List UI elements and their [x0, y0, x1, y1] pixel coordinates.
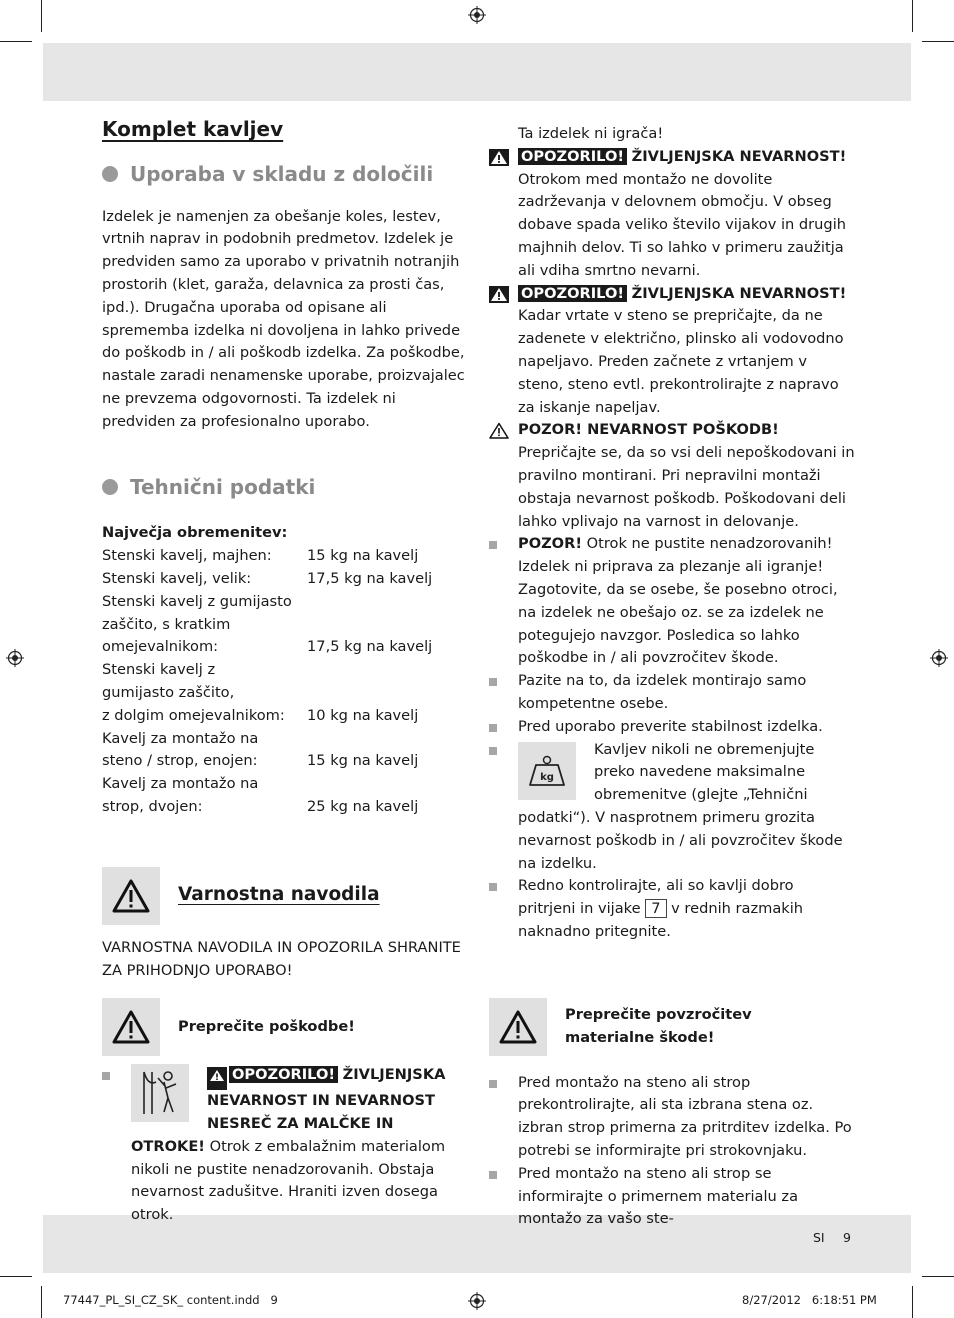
spec-label: Stenski kavelj z [102, 661, 216, 679]
tech-heading [102, 476, 468, 499]
warning-triangle-small-icon [207, 1067, 227, 1090]
language-code: SI [813, 1230, 825, 1245]
bullet-5-text-b: v rednih razmakih naknadno pritegnite. [518, 900, 804, 940]
header-band [43, 43, 911, 101]
crop-mark [922, 1276, 954, 1277]
warning-1-bold: ŽIVLJENJSKA NEVARNOST! [631, 147, 847, 165]
crop-mark [912, 1286, 913, 1318]
warning-icon-box [102, 998, 160, 1056]
print-datetime: 8/27/2012 6:18:51 PM [742, 1293, 877, 1307]
spec-label: steno / strop, enojen: [102, 752, 258, 770]
spec-label: strop, dvojen: [102, 797, 203, 815]
bullet-item [489, 875, 855, 943]
warning-2-bold: ŽIVLJENJSKA NEVARNOST! [631, 284, 847, 302]
warning-1-text: Otrokom med montažo ne dovolite zadrževanja v delovnem območju. V obseg dobave spada veliko število vijakov in drugih majhnih delov. Ti so lahko v primeru zaužitja ali vdiha smrtno nevarni. [518, 170, 846, 279]
registration-mark-icon [468, 6, 486, 24]
part-number-box: 7 [645, 899, 666, 918]
not-toy-text: Ta izdelek ni igrača! [518, 125, 664, 142]
crop-mark [41, 0, 42, 32]
bullet-item [489, 1072, 855, 1163]
caution-bold: POZOR! NEVARNOST POŠKODB! [518, 421, 779, 439]
caution-triangle-icon [489, 422, 509, 439]
prevent-injury-header [102, 998, 468, 1056]
bullet-dot-icon [102, 166, 118, 182]
bullet-1-text: Otrok ne pustite nenadzorovanih! Izdelek ni priprava za plezanje ali igranje! Zagotovite, da se osebe, še posebno otroci, na izdelek ne obešajo oz. se za izdelek ne potegujejo navzgor. Posledica so lahko poškodbe in / ali povzročitev škode. [518, 535, 838, 667]
spec-label: Stenski kavelj, majhen: [102, 547, 272, 565]
spec-label: z dolgim omejevalnikom: [102, 706, 285, 724]
bullet-item [489, 716, 855, 739]
spec-label: Kavelj za montažo na [102, 775, 259, 793]
bullet-item [489, 1163, 855, 1231]
spec-label: Stenski kavelj, velik: [102, 569, 252, 587]
max-load-label: Največja obremenitev: [102, 524, 288, 542]
warning-badge: OPOZORILO! [518, 285, 627, 302]
bullet-6-text: Pred montažo na steno ali strop prekontrolirajte, ali sta izbrana stena oz. izbran strop primerna za pritrditev izdelka. Po potrebi se informirajte pri strokovnjaku. [518, 1073, 852, 1160]
registration-mark-icon [468, 1292, 486, 1310]
spec-label: zaščito, s kratkim [102, 615, 231, 633]
bullet-square-icon [489, 1171, 497, 1179]
spec-label: omejevalnikom: [102, 638, 219, 656]
crop-mark [0, 41, 32, 42]
bullet-7-text: Pred montažo na steno ali strop se informirajte o primernem materialu za montažo za vašo ste- [518, 1164, 799, 1228]
prevent-injury-title: Preprečite poškodbe! [178, 1017, 355, 1035]
spec-value [307, 591, 468, 614]
bullet-2-text: Pazite na to, da izdelek montirajo samo kompetentne osebe. [518, 672, 807, 712]
warning-triangle-icon [498, 1009, 538, 1045]
bullet-square-icon [489, 1080, 497, 1088]
bullet-1-bold: POZOR! [518, 535, 582, 553]
child-hazard-icon [138, 1068, 182, 1118]
warning-badge: OPOZORILO! [518, 148, 627, 165]
bullet-item [489, 739, 855, 876]
warning-item-2 [489, 283, 855, 420]
caution-text: Prepričajte se, da so vsi deli nepoškodovani in pravilno montirani. Pri nepravilni montaži obstaja nevarnost poškodb. Poškodovani deli lahko vplivajo na varnost in delovanje. [518, 444, 855, 530]
damage-section-header [489, 998, 855, 1056]
spec-value: 25 kg na kavelj [307, 797, 419, 815]
weight-kg-icon [527, 754, 567, 788]
right-column [489, 123, 855, 1231]
safety-section-header [102, 867, 468, 925]
child-warning-item [102, 1064, 468, 1227]
bullet-square-icon [489, 678, 497, 686]
spec-label: Stenski kavelj z gumijasto [102, 592, 292, 610]
warning-triangle-icon [111, 878, 151, 914]
spec-value [307, 773, 468, 796]
spec-value: 15 kg na kavelj [307, 547, 419, 565]
spec-value [307, 659, 468, 682]
bullet-dot-icon [102, 479, 118, 495]
use-text: Izdelek je namenjen za obešanje koles, lestev, vrtnih naprav in podobnih predmetov. Izdelek je predviden samo za uporabo v privatnih notranjih prostorih (klet, garaža, delavnica za prosti čas, ipd.). Drugačna uporaba od opisane ali sprememba izdelka ni dovoljena in lahko privede do poškodb in / ali poškodb izdelka. Za poškodbe, nastale zaradi nenamenske uporabe, proizvajalec ne prevzema odgovornosti. Ta izdelek ni predviden za profesionalno uporabo. [102, 207, 465, 430]
spec-table [102, 545, 468, 819]
registration-mark-icon [6, 649, 24, 667]
kg-label: kg [540, 771, 554, 783]
page-title: Komplet kavljev [102, 117, 284, 141]
bullet-square-icon [489, 541, 497, 549]
warning-triangle-icon [111, 1009, 151, 1045]
child-warning-bold: ŽIVLJENJSKA NEVARNOST IN NEVARNOST NESREČ ZA MALČKE IN OTROKE! [131, 1066, 446, 1155]
bullet-item [489, 670, 855, 716]
use-heading [102, 163, 468, 186]
page-number: 9 [843, 1230, 851, 1245]
warning-2-text: Kadar vrtate v steno se prepričajte, da ne zadenete v električno, plinsko ali vodovodno napeljavo. Preden začnete z vrtanjem v steno, steno evtl. prekontrolirajte z napravo za iskanje napeljav. [518, 307, 844, 416]
child-warning-text: Otrok z embalažnim materialom nikoli ne pustite nenadzorovanih. Obstaja nevarnost zadušitve. Hraniti izven dosega otrok. [131, 1137, 446, 1224]
crop-mark [0, 1276, 32, 1277]
spec-value: 15 kg na kavelj [307, 752, 419, 770]
bullet-4-text: Kavljev nikoli ne obremenjujte preko navedene maksimalne obremenitve (glejte „Tehnični podatki“). V nasprotnem primeru grozita nevarnost poškodb in / ali povzročitev škode na izdelku. [518, 740, 843, 872]
registration-mark-icon [930, 649, 948, 667]
bullet-item [489, 533, 855, 670]
spec-value: 17,5 kg na kavelj [307, 638, 433, 656]
file-info: 77447_PL_SI_CZ_SK_ content.indd 9 [63, 1293, 278, 1307]
spec-value [307, 614, 468, 637]
crop-mark [41, 1286, 42, 1318]
use-heading-text: Uporaba v skladu z določili [130, 161, 434, 186]
safety-heading: Varnostna navodila [178, 884, 380, 906]
child-hazard-icon-box [131, 1064, 189, 1122]
warning-icon-box [102, 867, 160, 925]
bullet-5-text-a: Redno kontrolirajte, ali so kavlji dobro pritrjeni in vijake [518, 877, 794, 918]
spec-value: 10 kg na kavelj [307, 706, 419, 724]
left-column [102, 118, 468, 1227]
bullet-square-icon [102, 1072, 110, 1080]
warning-item-1 [489, 146, 855, 283]
tech-heading-text: Tehnični podatki [130, 474, 316, 499]
safety-keep-text: VARNOSTNA NAVODILA IN OPOZORILA SHRANITE ZA PRIHODNJO UPORABO! [102, 938, 461, 979]
spec-value: 17,5 kg na kavelj [307, 569, 433, 587]
warning-triangle-small-icon [489, 149, 509, 166]
weight-icon-box [518, 742, 576, 800]
bullet-3-text: Pred uporabo preverite stabilnost izdelka. [518, 717, 823, 735]
spec-value [307, 728, 468, 751]
spec-value [307, 682, 468, 705]
warning-icon-box [489, 998, 547, 1056]
bullet-square-icon [489, 724, 497, 732]
caution-item [489, 419, 855, 533]
warning-badge: OPOZORILO! [229, 1066, 338, 1083]
crop-mark [922, 41, 954, 42]
bullet-square-icon [489, 883, 497, 891]
crop-mark [912, 0, 913, 32]
damage-heading: Preprečite povzročitev materialne škode! [565, 1005, 752, 1046]
spec-label: gumijasto zaščito, [102, 683, 235, 701]
warning-triangle-small-icon [489, 286, 509, 303]
spec-label: Kavelj za montažo na [102, 729, 259, 747]
bullet-square-icon [489, 747, 497, 755]
